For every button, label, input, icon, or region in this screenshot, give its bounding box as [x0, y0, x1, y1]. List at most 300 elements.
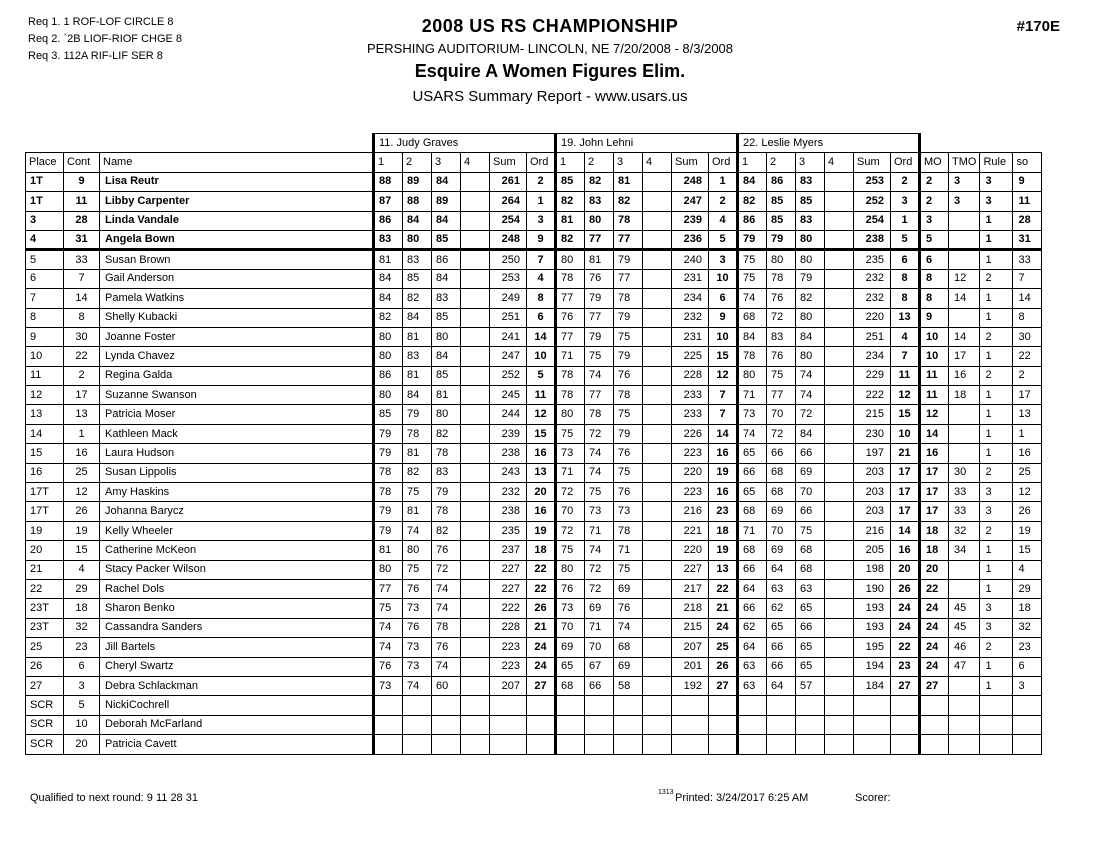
cell-score: 66: [796, 444, 825, 463]
cell-score: 66: [738, 599, 767, 618]
cell-place: 26: [26, 657, 64, 676]
table-row: [26, 405, 1042, 424]
cell-score: 74: [374, 618, 403, 637]
cell-score: 72: [556, 521, 585, 540]
cell-score: 80: [585, 211, 614, 230]
cell-score: [825, 463, 854, 482]
cell-rule: 3: [980, 172, 1013, 191]
cell-score: 73: [614, 502, 643, 521]
cell-ord: 18: [527, 541, 556, 560]
cell-mo: 8: [920, 269, 949, 288]
cell-ord: 7: [891, 347, 920, 366]
cell-skater-name: Amy Haskins: [100, 483, 374, 502]
cell-ord: 15: [527, 424, 556, 443]
table-row: [26, 579, 1042, 598]
cell-cont: 26: [64, 502, 100, 521]
cell-score: 82: [432, 521, 461, 540]
cell-score: 86: [374, 366, 403, 385]
cell-ord: 15: [709, 347, 738, 366]
table-row: [26, 327, 1042, 346]
column-header-row: [26, 153, 1042, 172]
cell-score: 78: [556, 366, 585, 385]
cell-score: [432, 715, 461, 734]
cell-sum: 222: [854, 386, 891, 405]
cell-score: [643, 405, 672, 424]
cell-tmo: [949, 676, 980, 695]
cell-ord: 3: [527, 211, 556, 230]
table-row: [26, 269, 1042, 288]
cell-score: 80: [767, 250, 796, 269]
cell-score: [825, 560, 854, 579]
cell-ord: 12: [709, 366, 738, 385]
cell-rule: 1: [980, 289, 1013, 308]
cell-score: 80: [432, 405, 461, 424]
cell-score: 68: [738, 502, 767, 521]
cell-ord: 18: [709, 521, 738, 540]
cell-mo: 24: [920, 599, 949, 618]
cell-skater-name: Patricia Moser: [100, 405, 374, 424]
cell-score: 77: [556, 327, 585, 346]
cell-ord: 15: [891, 405, 920, 424]
col-header: Name: [100, 153, 374, 172]
cell-cont: 32: [64, 618, 100, 637]
cell-score: 69: [796, 463, 825, 482]
cell-score: 84: [374, 289, 403, 308]
table-row: [26, 463, 1042, 482]
cell-cont: 22: [64, 347, 100, 366]
cell-rule: 2: [980, 366, 1013, 385]
col-header: 3: [796, 153, 825, 172]
cell-score: 88: [374, 172, 403, 191]
cell-cont: 2: [64, 366, 100, 385]
cell-place: 16: [26, 463, 64, 482]
cell-mo: 17: [920, 483, 949, 502]
cell-score: 73: [556, 599, 585, 618]
cell-score: [643, 735, 672, 754]
cell-score: [643, 424, 672, 443]
cell-score: 77: [614, 269, 643, 288]
cell-score: 74: [585, 463, 614, 482]
cell-skater-name: Lynda Chavez: [100, 347, 374, 366]
cell-rule: 3: [980, 599, 1013, 618]
cell-score: 84: [403, 211, 432, 230]
cell-score: [585, 715, 614, 734]
cell-sum: 235: [490, 521, 527, 540]
table-row: [26, 657, 1042, 676]
cell-sum: 218: [672, 599, 709, 618]
cell-tmo: [949, 444, 980, 463]
cell-skater-name: Regina Galda: [100, 366, 374, 385]
cell-score: 83: [767, 327, 796, 346]
cell-score: [825, 308, 854, 327]
cell-cont: 1: [64, 424, 100, 443]
table-head: [26, 134, 1042, 173]
cell-score: 76: [403, 618, 432, 637]
cell-rule: 3: [980, 618, 1013, 637]
cell-score: [643, 211, 672, 230]
cell-score: 65: [796, 599, 825, 618]
cell-score: 76: [556, 308, 585, 327]
cell-score: [796, 715, 825, 734]
cell-score: [825, 618, 854, 637]
cell-sum: 216: [854, 521, 891, 540]
cell-score: 65: [796, 638, 825, 657]
cell-tmo: 18: [949, 386, 980, 405]
cell-mo: 6: [920, 250, 949, 269]
cell-so: 26: [1013, 502, 1042, 521]
col-header: 4: [825, 153, 854, 172]
cell-sum: 240: [672, 250, 709, 269]
cell-place: 11: [26, 366, 64, 385]
cell-sum: 251: [854, 327, 891, 346]
cell-ord: 3: [709, 250, 738, 269]
cell-score: 65: [796, 657, 825, 676]
cell-rule: 1: [980, 541, 1013, 560]
cell-score: 74: [432, 579, 461, 598]
cell-skater-name: Angela Bown: [100, 230, 374, 249]
cell-skater-name: Rachel Dols: [100, 579, 374, 598]
cell-ord: 12: [891, 386, 920, 405]
cell-score: 80: [374, 327, 403, 346]
cell-cont: 5: [64, 696, 100, 715]
cell-score: [461, 172, 490, 191]
cell-cont: 33: [64, 250, 100, 269]
table-row: [26, 386, 1042, 405]
cell-mo: 12: [920, 405, 949, 424]
cell-sum: 229: [854, 366, 891, 385]
cell-sum: 190: [854, 579, 891, 598]
cell-rule: 1: [980, 405, 1013, 424]
cell-score: 63: [738, 657, 767, 676]
cell-sum: 253: [490, 269, 527, 288]
cell-tmo: [949, 405, 980, 424]
cell-score: 73: [374, 676, 403, 695]
cell-score: 79: [585, 289, 614, 308]
cell-score: 75: [738, 269, 767, 288]
cell-so: 4: [1013, 560, 1042, 579]
cell-score: 74: [585, 541, 614, 560]
cell-tmo: [949, 250, 980, 269]
cell-skater-name: Susan Lippolis: [100, 463, 374, 482]
cell-score: 80: [796, 308, 825, 327]
cell-sum: [672, 696, 709, 715]
cell-sum: 239: [490, 424, 527, 443]
cell-score: [643, 289, 672, 308]
cell-score: [825, 366, 854, 385]
cell-score: 78: [614, 521, 643, 540]
cell-score: 81: [432, 386, 461, 405]
cell-so: 33: [1013, 250, 1042, 269]
cell-score: 76: [767, 347, 796, 366]
cell-ord: [527, 715, 556, 734]
cell-skater-name: Libby Carpenter: [100, 192, 374, 211]
cell-score: 83: [585, 192, 614, 211]
judges-spacer-right: [920, 134, 1042, 153]
cell-ord: 9: [709, 308, 738, 327]
cell-so: 2: [1013, 366, 1042, 385]
cell-sum: 216: [672, 502, 709, 521]
col-header: Sum: [490, 153, 527, 172]
cell-score: 79: [614, 424, 643, 443]
cell-sum: 227: [490, 579, 527, 598]
cell-place: 23T: [26, 599, 64, 618]
cell-rule: 3: [980, 192, 1013, 211]
cell-place: SCR: [26, 696, 64, 715]
cell-sum: 228: [490, 618, 527, 637]
cell-rule: 1: [980, 386, 1013, 405]
cell-sum: 252: [854, 192, 891, 211]
cell-score: [643, 696, 672, 715]
cell-tmo: 14: [949, 327, 980, 346]
cell-sum: 254: [854, 211, 891, 230]
cell-score: 72: [767, 308, 796, 327]
cell-score: [643, 521, 672, 540]
cell-score: 68: [738, 308, 767, 327]
cell-ord: 22: [709, 579, 738, 598]
cell-score: [825, 172, 854, 191]
cell-score: 83: [432, 289, 461, 308]
cell-sum: 203: [854, 483, 891, 502]
cell-score: 73: [738, 405, 767, 424]
cell-score: 65: [556, 657, 585, 676]
cell-so: 16: [1013, 444, 1042, 463]
cell-ord: 4: [709, 211, 738, 230]
cell-score: 78: [374, 483, 403, 502]
cell-score: 79: [403, 405, 432, 424]
cell-score: [825, 424, 854, 443]
cell-tmo: [949, 211, 980, 230]
cell-ord: 5: [527, 366, 556, 385]
cell-score: 60: [432, 676, 461, 695]
cell-ord: 16: [709, 444, 738, 463]
cell-so: 8: [1013, 308, 1042, 327]
cell-tmo: 32: [949, 521, 980, 540]
cell-skater-name: Kathleen Mack: [100, 424, 374, 443]
cell-ord: 16: [709, 483, 738, 502]
cell-sum: 192: [672, 676, 709, 695]
cell-skater-name: Deborah McFarland: [100, 715, 374, 734]
cell-score: 75: [585, 483, 614, 502]
cell-score: 62: [738, 618, 767, 637]
cell-score: 85: [432, 308, 461, 327]
cell-so: 3: [1013, 676, 1042, 695]
cell-ord: 6: [891, 250, 920, 269]
cell-score: 74: [585, 444, 614, 463]
cell-score: 75: [403, 560, 432, 579]
cell-score: 64: [767, 560, 796, 579]
cell-sum: [672, 735, 709, 754]
cell-score: [643, 386, 672, 405]
cell-score: 74: [738, 424, 767, 443]
table-row: [26, 289, 1042, 308]
judges-row: [26, 134, 1042, 153]
table-row: [26, 424, 1042, 443]
cell-sum: 238: [490, 502, 527, 521]
cell-score: 65: [767, 618, 796, 637]
cell-mo: 5: [920, 230, 949, 249]
cell-score: 79: [374, 424, 403, 443]
cell-score: 73: [403, 599, 432, 618]
cell-score: [643, 676, 672, 695]
cell-ord: 1: [709, 172, 738, 191]
cell-score: 83: [403, 250, 432, 269]
cell-rule: 1: [980, 444, 1013, 463]
cell-cont: 19: [64, 521, 100, 540]
col-header: 3: [614, 153, 643, 172]
cell-score: [643, 172, 672, 191]
cell-rule: 1: [980, 347, 1013, 366]
cell-score: 81: [403, 366, 432, 385]
cell-score: 75: [614, 327, 643, 346]
cell-score: [556, 715, 585, 734]
cell-ord: 3: [891, 192, 920, 211]
cell-score: [643, 366, 672, 385]
cell-skater-name: Pamela Watkins: [100, 289, 374, 308]
cell-score: 76: [767, 289, 796, 308]
cell-score: [825, 638, 854, 657]
cell-score: [796, 696, 825, 715]
cell-score: [825, 444, 854, 463]
cell-score: 72: [556, 483, 585, 502]
cell-score: [825, 735, 854, 754]
cell-score: 72: [585, 424, 614, 443]
col-header: Rule: [980, 153, 1013, 172]
cell-score: 78: [767, 269, 796, 288]
cell-score: 71: [614, 541, 643, 560]
cell-score: 71: [585, 521, 614, 540]
cell-tmo: [949, 735, 980, 754]
req-line-3: Req 3. 112A RIF-LIF SER 8: [28, 50, 163, 62]
cell-score: 72: [767, 424, 796, 443]
judge-header-1: 11. Judy Graves: [374, 134, 556, 153]
cell-ord: 17: [891, 463, 920, 482]
cell-score: [643, 192, 672, 211]
cell-sum: 223: [490, 657, 527, 676]
cell-score: 88: [403, 192, 432, 211]
cell-tmo: 16: [949, 366, 980, 385]
cell-score: [825, 657, 854, 676]
cell-skater-name: Patricia Cavett: [100, 735, 374, 754]
cell-rule: 1: [980, 211, 1013, 230]
cell-score: 76: [556, 579, 585, 598]
col-header: MO: [920, 153, 949, 172]
cell-score: 69: [585, 599, 614, 618]
cell-sum: 248: [490, 230, 527, 249]
cell-ord: [709, 696, 738, 715]
cell-sum: 193: [854, 618, 891, 637]
cell-score: 66: [738, 463, 767, 482]
cell-score: 62: [767, 599, 796, 618]
cell-mo: 14: [920, 424, 949, 443]
cell-skater-name: Sharon Benko: [100, 599, 374, 618]
cell-score: 85: [556, 172, 585, 191]
cell-score: 80: [374, 347, 403, 366]
cell-mo: 10: [920, 327, 949, 346]
cell-skater-name: Debra Schlackman: [100, 676, 374, 695]
judges-spacer-left: [26, 134, 374, 153]
cell-sum: 222: [490, 599, 527, 618]
cell-sum: 225: [672, 347, 709, 366]
cell-ord: 6: [709, 289, 738, 308]
cell-ord: 7: [709, 405, 738, 424]
qualified-note: Qualified to next round: 9 11 28 31: [30, 792, 198, 804]
cell-score: 80: [796, 347, 825, 366]
cell-cont: 28: [64, 211, 100, 230]
cell-score: [643, 638, 672, 657]
table-row: [26, 308, 1042, 327]
cell-cont: 29: [64, 579, 100, 598]
cell-score: 84: [738, 327, 767, 346]
cell-ord: 27: [527, 676, 556, 695]
cell-skater-name: Stacy Packer Wilson: [100, 560, 374, 579]
cell-score: 73: [556, 444, 585, 463]
col-header: 1: [738, 153, 767, 172]
cell-score: [643, 541, 672, 560]
cell-score: 79: [374, 502, 403, 521]
cell-rule: [980, 735, 1013, 754]
cell-score: 70: [585, 638, 614, 657]
cell-score: 66: [796, 618, 825, 637]
cell-ord: 2: [527, 172, 556, 191]
cell-score: 68: [556, 676, 585, 695]
cell-skater-name: Susan Brown: [100, 250, 374, 269]
cell-ord: 22: [891, 638, 920, 657]
cell-sum: 201: [672, 657, 709, 676]
cell-score: 70: [556, 502, 585, 521]
cell-score: 81: [614, 172, 643, 191]
cell-so: 18: [1013, 599, 1042, 618]
cell-ord: 21: [891, 444, 920, 463]
cell-rule: 2: [980, 521, 1013, 540]
cell-ord: 24: [709, 618, 738, 637]
cell-score: 80: [403, 541, 432, 560]
cell-sum: 184: [854, 676, 891, 695]
cell-ord: 24: [527, 638, 556, 657]
cell-score: 84: [432, 347, 461, 366]
cell-score: [403, 735, 432, 754]
cell-so: 23: [1013, 638, 1042, 657]
cell-score: 78: [614, 289, 643, 308]
cell-tmo: 17: [949, 347, 980, 366]
cell-score: [461, 327, 490, 346]
col-header: Place: [26, 153, 64, 172]
table-row: [26, 444, 1042, 463]
cell-sum: 207: [672, 638, 709, 657]
cell-score: 63: [796, 579, 825, 598]
cell-cont: 7: [64, 269, 100, 288]
cell-score: [461, 463, 490, 482]
cell-ord: 19: [709, 463, 738, 482]
req-line-2: Req 2. `2B LIOF-RIOF CHGE 8: [28, 33, 183, 45]
cell-rule: 2: [980, 638, 1013, 657]
cell-score: 89: [403, 172, 432, 191]
cell-place: 23T: [26, 618, 64, 637]
cell-ord: [891, 735, 920, 754]
cell-score: [643, 250, 672, 269]
cell-score: [643, 715, 672, 734]
cell-score: 82: [374, 308, 403, 327]
cell-sum: 223: [672, 444, 709, 463]
cell-score: 80: [432, 327, 461, 346]
cell-score: 69: [614, 579, 643, 598]
cell-tmo: 45: [949, 618, 980, 637]
table-row: [26, 618, 1042, 637]
cell-score: 63: [738, 676, 767, 695]
cell-score: 66: [767, 638, 796, 657]
cell-mo: 22: [920, 579, 949, 598]
cell-cont: 31: [64, 230, 100, 249]
cell-sum: 198: [854, 560, 891, 579]
